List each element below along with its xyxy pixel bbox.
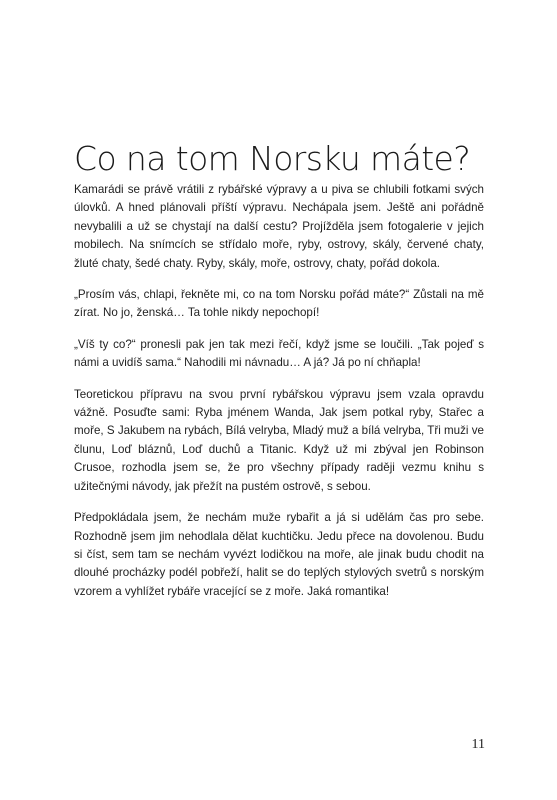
paragraph: Předpokládala jsem, že nechám muže rybařit a já si udělám čas pro sebe. Rozhodně jsem jim nehodlala dělat kuchtičku. Jedu přece na dovolenou. Budu si číst, sem tam se nechám vyvézt lodičkou na moře, ale jinak budu chodit na dlouhé procházky podél pobřeží, halit se do teplých stylových svetrů s norským vzorem a vyhlížet rybáře vracející se z moře. Jaká romantika! bbox=[74, 511, 484, 598]
chapter-title: Co na tom Norsku máte? bbox=[74, 139, 471, 178]
paragraph: „Prosím vás, chlapi, řekněte mi, co na tom Norsku pořád máte?“ Zůstali na mě zírat. No jo, ženská… Ta tohle nikdy nepochopí! bbox=[74, 288, 484, 320]
page-number: 11 bbox=[471, 737, 485, 752]
paragraph: Teoretickou přípravu na svou první rybářskou výpravu jsem vzala opravdu vážně. Posuďte sami: Ryba jménem Wanda, Jak jsem potkal ryby, Stařec a moře, S Jakubem na rybách, Bílá velryba, Mladý muž a bílá velryba, Tři muži ve člunu, Loď bláznů, Loď duchů a Titanic. Když už mi zbýval jen Robinson Crusoe, rozhodla jsem se, že pro všechny případy raději vezmu knihu s užitečnými návody, jak přežít na pustém ostrově, s sebou. bbox=[74, 387, 484, 493]
paragraph: Kamarádi se právě vrátili z rybářské výpravy a u piva se chlubili fotkami svých úlovků. A hned plánovali příští výpravu. Nechápala jsem. Ještě ani pořádně nevybalili a už se chystají na další cestu? Projížděla jsem fotogalerie v jejich mobilech. Na snímcích se střídalo moře, ryby, ostrovy, skály, červené chaty, žluté chaty, šedé chaty. Ryby, skály, moře, ostrovy, chaty, pořád dokola. bbox=[74, 183, 484, 270]
paragraph: „Víš ty co?“ pronesli pak jen tak mezi řečí, když jsme se loučili. „Tak pojeď s námi a uvidíš sama.“ Nahodili mi návnadu… A já? Já po ní chňapla! bbox=[74, 337, 484, 370]
chapter-body bbox=[74, 181, 484, 614]
